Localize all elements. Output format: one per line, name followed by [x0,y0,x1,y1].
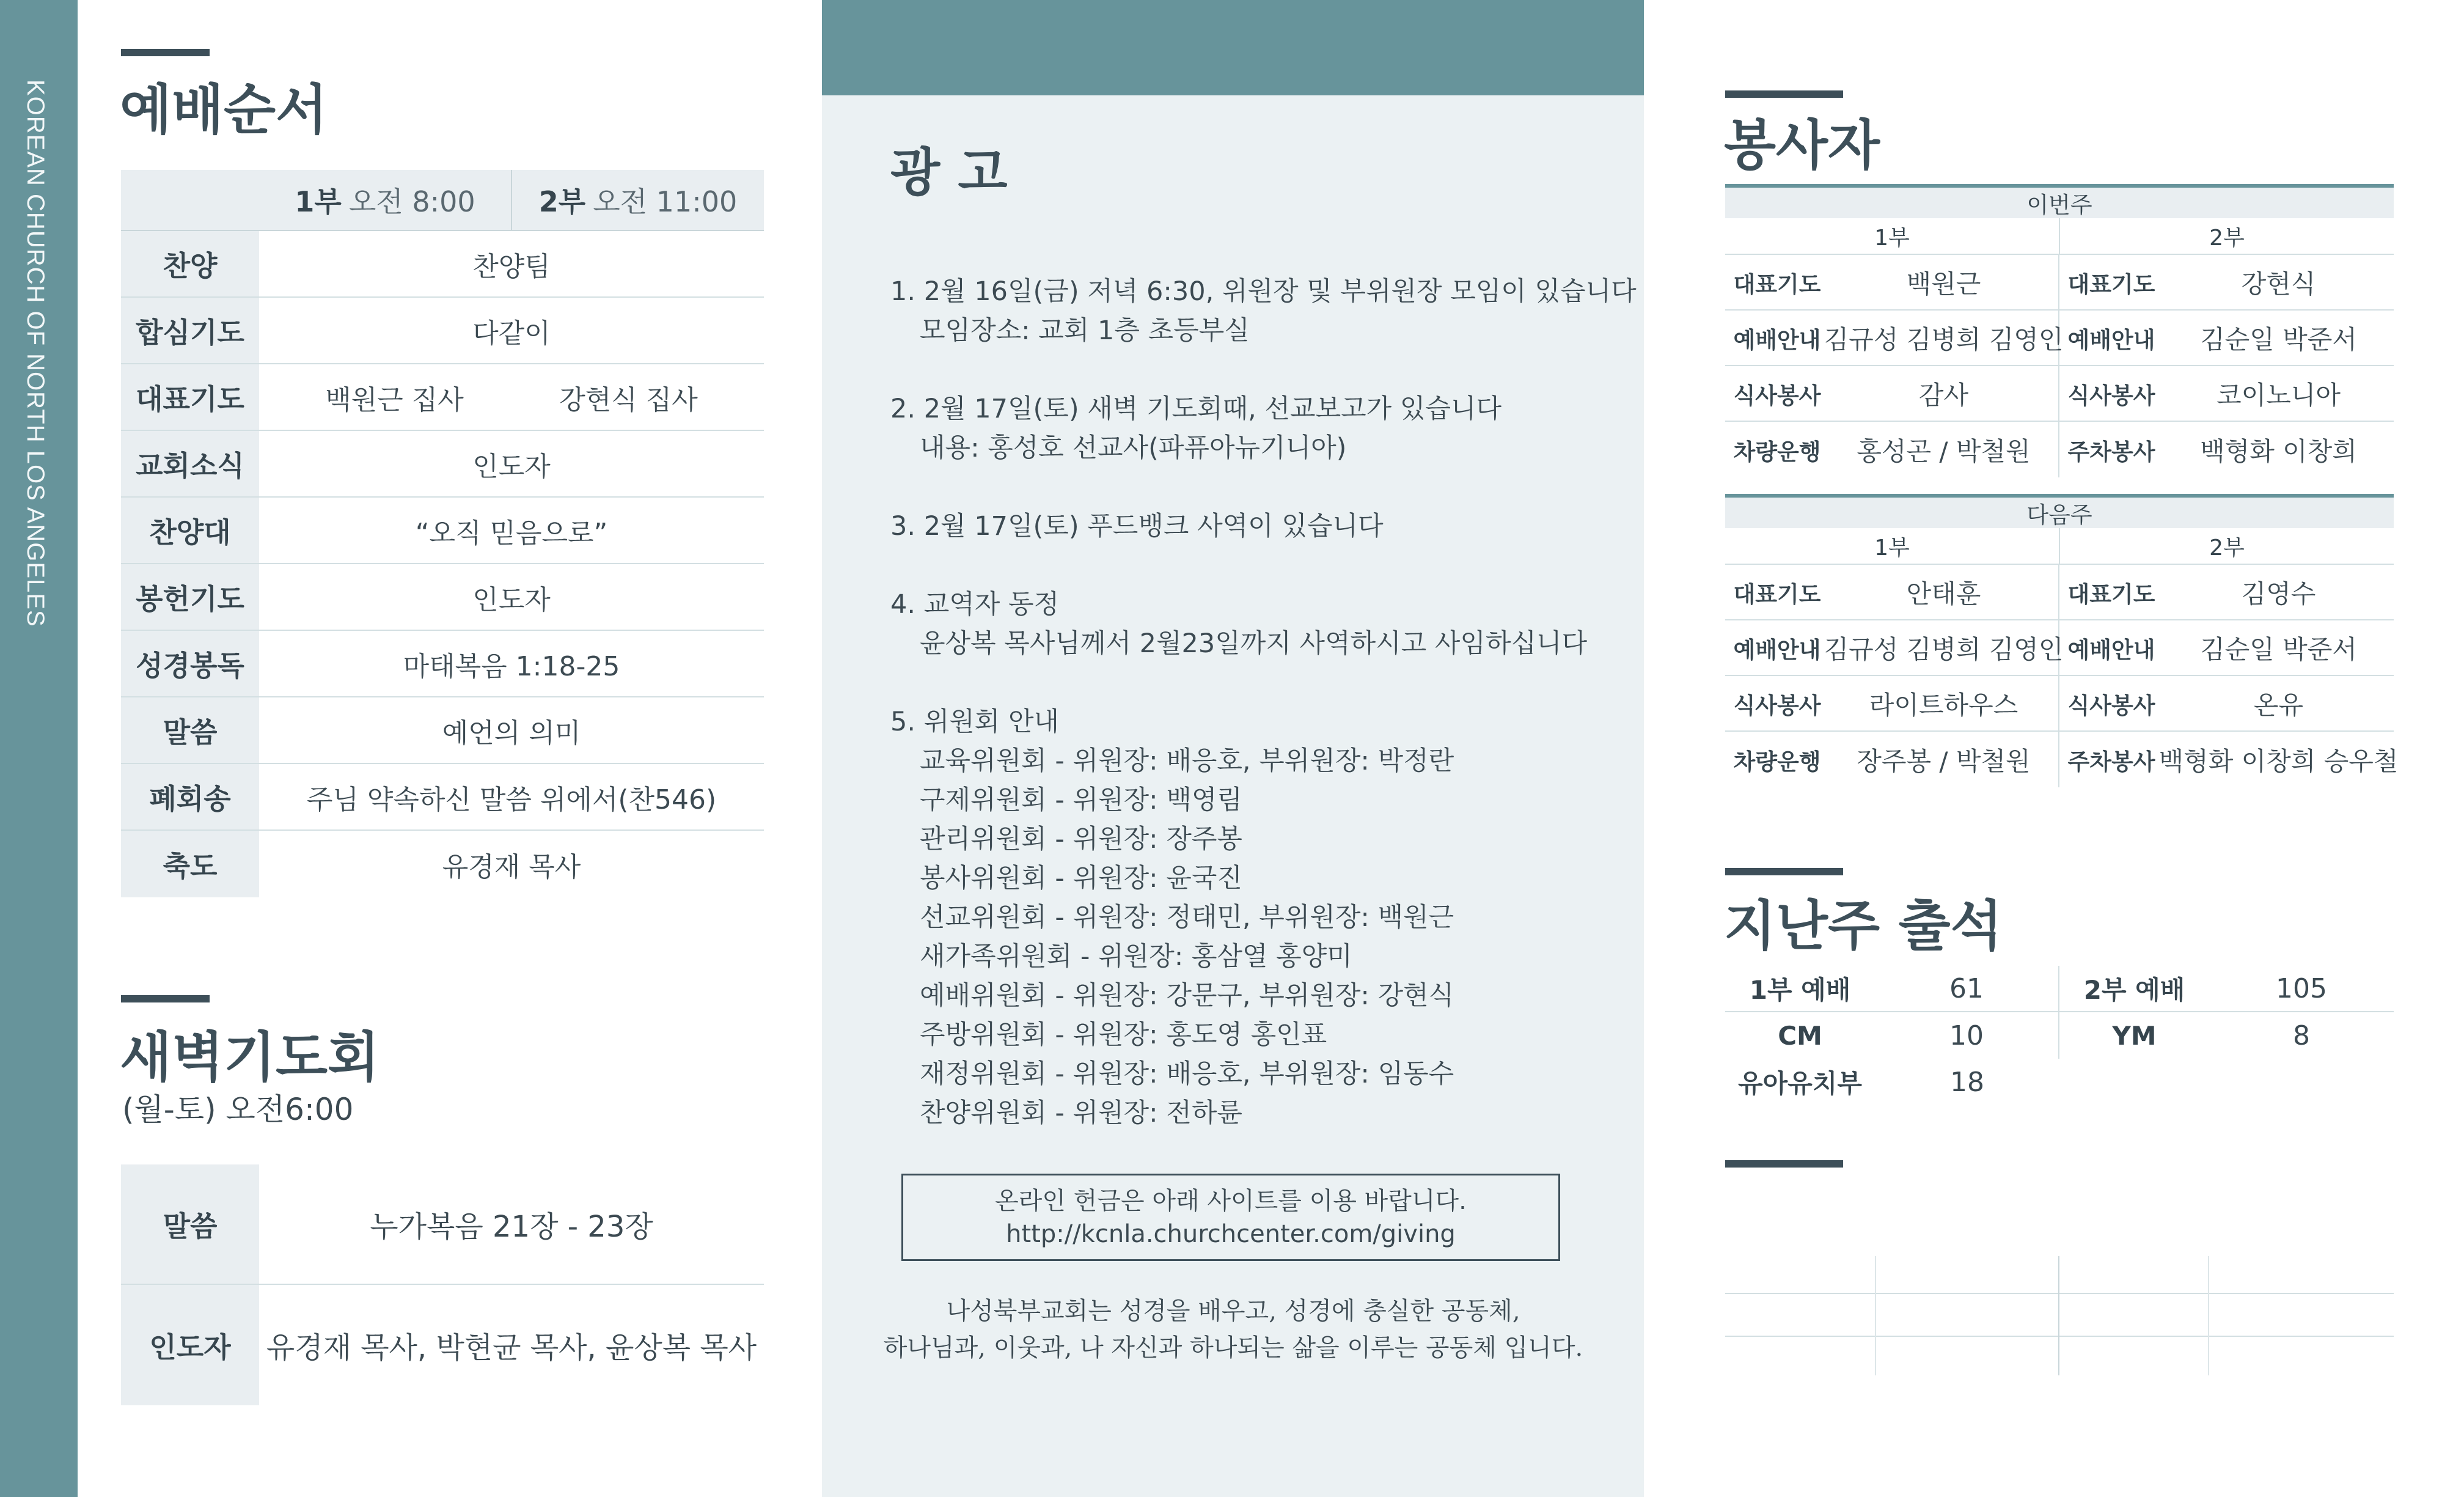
volunteer-names: 김규성 김병희 김영인 [1829,311,2059,365]
service1-label: 1부 [295,185,342,218]
committee-line: 주방위원회 - 위원장: 홍도영 홍인표 [920,1020,1327,1050]
volunteer-names: 감사 [1829,366,2059,421]
announcement-detail: 내용: 홍성호 선교사(파퓨아뉴기니아) [920,433,1347,463]
volunteer-row [1725,565,2394,620]
order-label: 찬양대 [121,498,259,563]
dawn-row-leader [121,1285,764,1405]
order-row-choir [121,498,764,564]
attendance-count: 10 [1875,1012,2059,1059]
part-header [1725,218,2394,255]
attendance-count: 18 [1950,1066,1984,1098]
volunteer-role: 주차봉사 [2067,438,2155,465]
service1-header [259,170,511,230]
service2-label: 2부 [538,185,586,218]
volunteer-names: 장주봉 / 박철원 [1829,732,2059,787]
week-label: 이번주 [1725,184,2394,218]
volunteer-row [1725,620,2394,676]
committee-line: 찬양위원회 - 위원장: 전하륜 [920,1098,1242,1128]
attendance-row [1725,966,2394,1012]
announcement-line: 4. 교역자 동정 [890,589,1060,620]
announcements-top-band [822,0,1644,95]
attendance-count: 8 [2293,1020,2310,1051]
volunteer-names: 백원근 [1829,255,2059,309]
volunteer-role: 식사봉사 [1733,382,1821,409]
order-label: 교회소식 [121,431,259,496]
accent-bar [1725,868,1843,875]
attendance-label: CM [1778,1020,1822,1051]
part1-label: 1부 [1725,218,2060,254]
church-name-vertical: KOREAN CHURCH OF NORTH LOS ANGELES [22,79,49,627]
giving-url-link[interactable]: http://kcnla.churchcenter.com/giving [1006,1219,1456,1248]
volunteer-names: 안태훈 [1829,565,2059,619]
volunteer-role: 예배안내 [2067,326,2155,353]
order-row-church-news [121,431,764,498]
volunteer-role: 예배안내 [1733,326,1821,353]
volunteer-role: 대표기도 [1733,271,1821,298]
volunteer-names: 라이트하우스 [1829,676,2059,730]
attendance-title: 지난주 출석 [1724,894,2003,957]
order-row-unison-prayer [121,298,764,364]
attendance-row [1725,1059,2394,1105]
attendance-count: 61 [1875,966,2059,1011]
order-label: 폐회송 [121,764,259,829]
attendance-label: YM [2112,1020,2157,1051]
grid-line [1875,1256,1876,1375]
order-value: 마태복음 1:18-25 [403,650,620,682]
volunteer-role: 주차봉사 [2067,748,2155,775]
grid-line [1725,1293,2394,1294]
service2-prayer-leader: 강현식 집사 [559,384,698,416]
announcements-title: 광 고 [890,142,1008,202]
volunteer-role: 식사봉사 [2067,692,2155,719]
part-header [1725,528,2394,565]
order-label: 말씀 [121,697,259,763]
order-label: 봉헌기도 [121,564,259,630]
announcement-item [890,585,1624,663]
volunteers-this-week-table [1725,184,2394,477]
announcement-item [890,702,1624,1133]
worship-order-title: 예배순서 [120,78,328,141]
order-value: 주님 약속하신 말씀 위에서(찬546) [306,784,717,815]
order-row-benediction [121,831,764,897]
committee-line: 봉사위원회 - 위원장: 윤국진 [920,863,1242,894]
announcement-line: 2. 2월 17일(토) 새벽 기도회때, 선교보고가 있습니다 [890,394,1502,424]
order-row-offering-prayer [121,564,764,631]
volunteer-role: 차량운행 [1733,438,1821,465]
volunteer-names: 강현식 [2241,268,2316,299]
order-row-representative-prayer [121,364,764,431]
volunteers-title: 봉사자 [1724,113,1880,177]
volunteer-names: 김순일 박준서 [2200,634,2357,664]
order-label: 축도 [121,831,259,897]
order-row-scripture [121,631,764,697]
attendance-count: 105 [2276,973,2327,1004]
announcement-detail: 모임장소: 교회 1층 초등부실 [920,315,1250,346]
order-value-pair [259,364,764,430]
attendance-label: 유아유치부 [1738,1068,1862,1098]
committee-line: 구제위원회 - 위원장: 백영림 [920,785,1242,815]
grid-line [2208,1256,2209,1375]
dawn-prayer-table [121,1164,764,1405]
worship-order-header [121,170,764,231]
committee-line: 선교위원회 - 위원장: 정태민, 부위원장: 백원근 [920,902,1454,933]
accent-bar [121,49,210,56]
announcement-list [890,272,1637,1172]
order-value: 인도자 [472,584,551,616]
service2-time: 오전 11:00 [593,185,738,218]
part1-label: 1부 [1725,528,2060,564]
order-row-closing-hymn [121,764,764,831]
week-label: 다음주 [1725,494,2394,528]
order-label: 성경봉독 [121,631,259,696]
accent-bar [1725,90,1843,98]
motto-line: 하나님과, 이웃과, 나 자신과 하나되는 삶을 이루는 공동체 입니다. [883,1334,1583,1362]
volunteer-row [1725,255,2394,311]
online-giving-box [901,1174,1560,1261]
order-label: 합심기도 [121,298,259,363]
committee-line: 예배위원회 - 위원장: 강문구, 부위원장: 강현식 [920,980,1454,1011]
announcement-item [890,389,1624,468]
grid-line [1725,1336,2394,1337]
worship-order-table [121,170,764,897]
volunteer-names: 김영수 [2241,578,2316,609]
volunteer-role: 예배안내 [2067,636,2155,663]
committee-line: 교육위원회 - 위원장: 배응호, 부위원장: 박정란 [920,746,1454,776]
giving-notice: 온라인 헌금은 아래 사이트를 이용 바랍니다. [995,1186,1467,1215]
announcement-item [890,507,1624,546]
order-value: 인도자 [472,451,551,482]
volunteer-names: 김순일 박준서 [2200,324,2357,355]
attendance-table [1725,966,2394,1105]
announcement-line: 5. 위원회 안내 [890,707,1060,737]
volunteer-names: 코이노니아 [2216,380,2341,410]
announcement-detail: 윤상복 목사님께서 2월23일까지 사역하시고 사임하십니다 [920,628,1588,659]
attendance-label: 1부 예배 [1749,975,1851,1005]
dawn-value: 누가복음 21장 - 23장 [370,1210,653,1244]
order-label: 대표기도 [121,364,259,430]
volunteer-role: 대표기도 [1733,581,1821,608]
part2-label: 2부 [2209,535,2245,561]
order-value: 찬양팀 [472,251,551,282]
volunteer-names: 백형화 이창희 [2200,436,2357,466]
committee-line: 새가족위원회 - 위원장: 홍삼열 홍양미 [920,941,1352,972]
volunteer-role: 식사봉사 [2067,382,2155,409]
dawn-row-sermon [121,1164,764,1285]
volunteer-names: 김규성 김병희 김영인 [1829,620,2059,675]
service1-prayer-leader: 백원근 집사 [325,384,464,416]
volunteer-row [1725,422,2394,477]
order-value: 예언의 의미 [442,717,581,749]
order-value: 다같이 [472,317,551,349]
order-row-praise [121,231,764,298]
order-row-sermon [121,697,764,764]
volunteer-row [1725,311,2394,366]
announcement-line: 3. 2월 17일(토) 푸드뱅크 사역이 있습니다 [890,511,1384,542]
volunteer-role: 식사봉사 [1733,692,1821,719]
volunteer-row [1725,366,2394,422]
part2-label: 2부 [2209,225,2245,251]
service2-header [512,170,764,230]
volunteer-names: 홍성곤 / 박철원 [1829,422,2059,477]
volunteer-role: 차량운행 [1733,748,1821,775]
church-motto [856,1293,1611,1366]
dawn-prayer-title: 새벽기도회 [120,1025,380,1089]
volunteer-role: 대표기도 [2067,271,2155,298]
announcement-item [890,272,1637,350]
volunteer-row [1725,732,2399,787]
empty-table-grid [1725,1256,2394,1375]
volunteer-role: 대표기도 [2067,581,2155,608]
committee-line: 재정위원회 - 위원장: 배응호, 부위원장: 임동수 [920,1059,1454,1089]
accent-bar [1725,1160,1843,1168]
dawn-prayer-schedule: (월-토) 오전6:00 [122,1092,354,1127]
dawn-label: 말씀 [121,1164,259,1284]
service1-time: 오전 8:00 [348,185,475,218]
attendance-label: 2부 예배 [2083,975,2185,1005]
header-blank-cell [121,170,259,230]
order-value: “오직 믿음으로” [415,517,608,549]
dawn-value: 유경재 목사, 박현균 목사, 윤상복 목사 [266,1331,757,1365]
attendance-row [1725,1012,2394,1059]
dawn-label: 인도자 [121,1285,259,1405]
announcement-line: 1. 2월 16일(금) 저녁 6:30, 위원장 및 부위원장 모임이 있습니다 [890,276,1637,307]
volunteers-next-week-table [1725,494,2399,787]
volunteer-role: 예배안내 [1733,636,1821,663]
volunteer-names: 백형화 이창희 승우철 [2158,746,2399,776]
accent-bar [121,995,210,1002]
committee-line: 관리위원회 - 위원장: 장주봉 [920,824,1242,855]
volunteer-row [1725,676,2394,732]
order-value: 유경재 목사 [442,851,581,883]
grid-line [2058,1256,2059,1375]
order-label: 찬양 [121,231,259,296]
volunteer-names: 온유 [2253,690,2304,720]
motto-line: 나성북부교회는 성경을 배우고, 성경에 충실한 공동체, [946,1297,1520,1325]
